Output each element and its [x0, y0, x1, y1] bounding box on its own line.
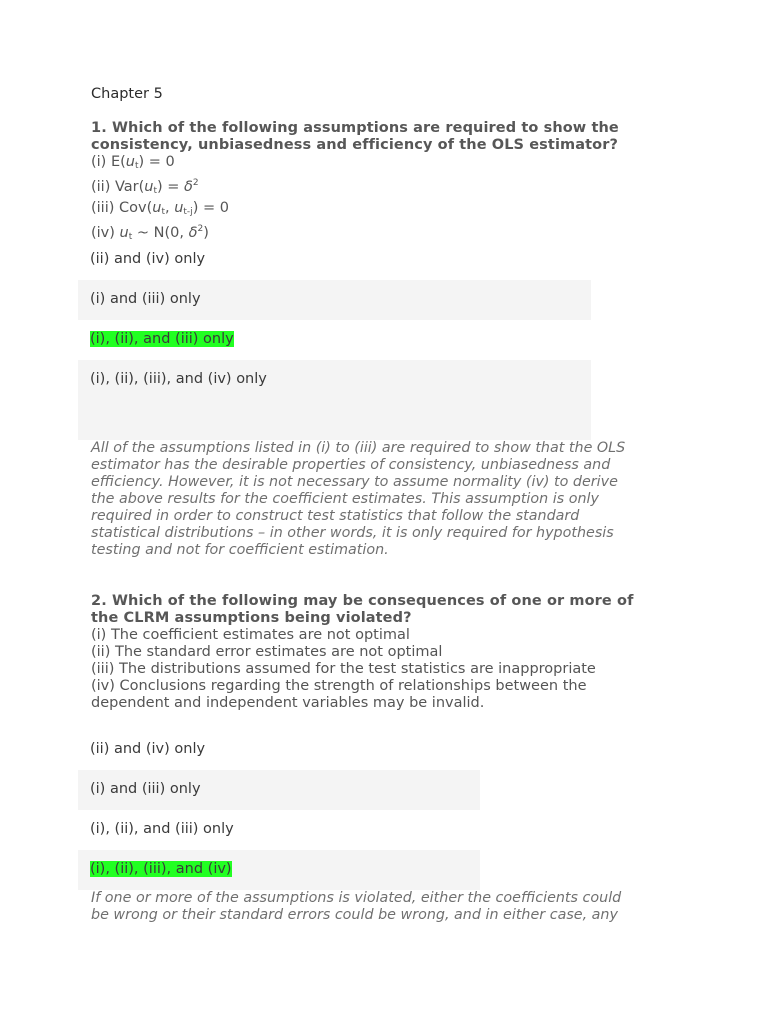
explanation-line: estimator has the desirable properties of consistency, unbiasedness and [91, 457, 611, 473]
question-title-line: consistency, unbiasedness and efficiency of the OLS estimator? [91, 137, 618, 153]
question-2 [91, 593, 691, 712]
question-1-title [91, 120, 691, 154]
explanation-line: All of the assumptions listed in (i) to (iii) are required to show that the OLS [91, 440, 626, 456]
question-title-line: 1. Which of the following assumptions are required to show the [91, 120, 619, 136]
question-title-line: 2. Which of the following may be consequences of one or more of [91, 593, 634, 609]
answer-option[interactable] [78, 360, 591, 440]
answer-option-label: (ii) and (iv) only [90, 251, 206, 267]
answer-option-label: (i), (ii), (iii), and (iv) only [90, 371, 267, 387]
question-2-title [91, 593, 691, 627]
answer-explanation [91, 440, 691, 559]
answer-option-label: (i), (ii), and (iii) only [90, 331, 234, 347]
question-1 [91, 120, 691, 246]
chapter-heading: Chapter 5 [91, 86, 163, 102]
answer-option-correct[interactable] [78, 850, 480, 890]
assumption-item: (i) $E(u_t) = 0$ [91, 154, 175, 171]
answer-option-label: (i), (ii), (iii), and (iv) [90, 861, 232, 877]
consequence-item: (ii) The standard error estimates are not optimal [91, 644, 443, 660]
answer-option-label: (ii) and (iv) only [90, 741, 206, 757]
answer-option[interactable] [78, 280, 591, 320]
assumption-item: (ii) $Var(u_t) = \delta^2$ [91, 178, 199, 196]
explanation-line: be wrong or their standard errors could be wrong, and in either case, any [91, 907, 618, 923]
answer-option-label: (i) and (iii) only [90, 781, 201, 797]
question-title-line: the CLRM assumptions being violated? [91, 610, 412, 626]
answer-option[interactable] [78, 810, 480, 850]
explanation-line: If one or more of the assumptions is violated, either the coefficients could [91, 890, 622, 906]
explanation-line: statistical distributions – in other words, it is only required for hypothesis [91, 525, 614, 541]
explanation-line: testing and not for coefficient estimation. [91, 542, 389, 558]
consequence-item: (i) The coefficient estimates are not optimal [91, 627, 410, 643]
explanation-line: required in order to construct test statistics that follow the standard [91, 508, 580, 524]
answer-option[interactable] [78, 240, 591, 280]
consequence-item: (iv) Conclusions regarding the strength of relationships between the [91, 678, 587, 694]
explanation-line: the above results for the coefficient estimates. This assumption is only [91, 491, 599, 507]
consequence-item: dependent and independent variables may be invalid. [91, 695, 485, 711]
answer-option-label: (i), (ii), and (iii) only [90, 821, 234, 837]
explanation-line: efficiency. However, it is not necessary to assume normality (iv) to derive [91, 474, 618, 490]
answer-explanation [91, 890, 691, 924]
answer-option-correct[interactable] [78, 320, 591, 360]
assumption-item: (iii) $Cov(u_t$, $u_{t-j}) = 0$ [91, 200, 229, 217]
consequence-item: (iii) The distributions assumed for the test statistics are inappropriate [91, 661, 596, 677]
answer-option[interactable] [78, 730, 480, 770]
assumption-item: (iv) $u_t$ ~ N(0, $\delta^2$) [91, 224, 209, 242]
answer-option-label: (i) and (iii) only [90, 291, 201, 307]
answer-option[interactable] [78, 770, 480, 810]
